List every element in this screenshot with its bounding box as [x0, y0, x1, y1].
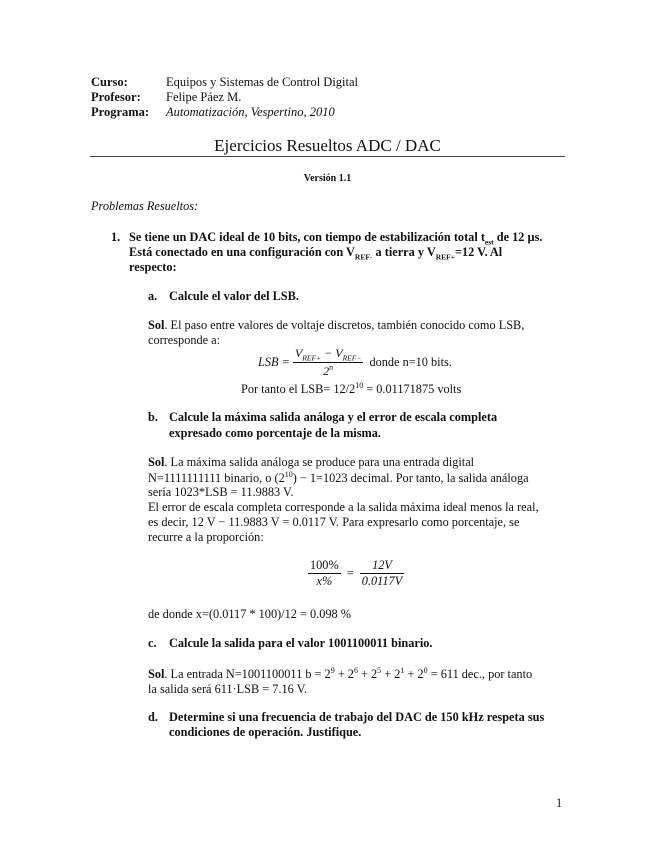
part-b-solution-line1	[148, 455, 474, 470]
course-label: Curso:	[91, 75, 128, 89]
solution-label: Sol	[148, 318, 165, 332]
solution-exponent: 1	[400, 666, 405, 675]
result-exponent: 10	[355, 381, 364, 390]
part-c-label: c.	[148, 636, 157, 650]
part-b-solution-line2	[148, 470, 529, 486]
solution-label: Sol	[148, 455, 165, 469]
proportion-denominator: x%	[316, 574, 333, 588]
solution-text: + 2	[357, 667, 378, 682]
formula-fraction	[293, 346, 363, 379]
section-heading: Problemas Resueltos:	[91, 199, 199, 213]
solution-text: . El paso entre valores de voltaje discretos, también conocido como LSB,	[164, 318, 525, 332]
solution-exponent: 5	[377, 666, 382, 675]
problem-text: a tierra y V	[372, 245, 436, 259]
part-b-question-line1: Calcule la máxima salida análoga y el error de escala completa	[169, 410, 498, 424]
problem-text: Está conectado en una configuración con V	[129, 245, 355, 259]
title-divider	[90, 156, 565, 157]
problem-text: =12 V. Al	[455, 245, 503, 259]
solution-exponent: 0	[423, 666, 428, 675]
lsb-formula	[258, 346, 452, 379]
subscript: REF-	[354, 252, 373, 262]
proportion-numerator: 100%	[310, 558, 339, 572]
lsb-result	[241, 381, 461, 397]
formula-v: V	[335, 346, 343, 360]
solution-exponent: 10	[284, 470, 293, 479]
problem-statement-line3: respecto:	[129, 260, 177, 274]
formula-base: 2	[323, 364, 330, 379]
part-a-solution-line2: corresponde a:	[148, 333, 221, 347]
solution-exponent: 9	[330, 666, 335, 675]
part-d-label: d.	[148, 710, 158, 724]
formula-denominator	[293, 363, 363, 379]
formula-note: donde n=10 bits.	[369, 355, 452, 370]
part-b-solution-line3: sería 1023*LSB = 11.9883 V.	[148, 485, 294, 499]
solution-text: . La máxima salida análoga se produce para una entrada digital	[164, 455, 475, 469]
part-d-question-line1: Determine si una frecuencia de trabajo del DAC de 150 kHz respeta sus	[169, 710, 545, 724]
part-b-solution-line5: es decir, 12 V − 11.9883 V = 0.0117 V. Para expresarlo como porcentaje, se	[148, 515, 520, 529]
subscript: est	[484, 237, 494, 247]
program-label: Programa:	[91, 105, 150, 119]
part-c-solution-line2: la salida será 611·LSB = 7.16 V.	[148, 682, 308, 696]
problem-statement-line1	[129, 230, 542, 246]
proportion-equation	[308, 558, 404, 589]
formula-exponent: n	[329, 363, 334, 373]
problem-statement-line2	[129, 245, 502, 261]
part-c-solution-line1	[148, 666, 532, 682]
part-b-conclusion: de donde x=(0.0117 * 100)/12 = 0.098 %	[148, 607, 351, 621]
solution-label: Sol	[148, 667, 165, 682]
problem-text: Se tiene un DAC ideal de 10 bits, con tiempo de estabilización total t	[129, 230, 485, 244]
problem-number: 1.	[111, 230, 121, 244]
part-c-question: Calcule la salida para el valor 1001100011 binario.	[169, 636, 433, 650]
result-text: Por tanto el LSB= 12/2	[241, 382, 356, 397]
result-text: = 0.01171875 volts	[363, 382, 462, 397]
part-a-question: Calcule el valor del LSB.	[169, 289, 299, 303]
problem-text: de 12 µs.	[493, 230, 543, 244]
part-a-label: a.	[148, 289, 158, 303]
version-label: Versión 1.1	[303, 173, 352, 184]
proportion-denominator: 0.0117V	[361, 574, 403, 588]
professor-value: Felipe Páez M.	[166, 90, 242, 104]
part-a-solution-line1	[148, 318, 524, 333]
part-b-label: b.	[148, 410, 158, 424]
page-number: 1	[556, 796, 563, 810]
proportion-numerator: 12V	[360, 558, 404, 574]
proportion-equals: =	[346, 566, 354, 580]
proportion-right-fraction	[360, 558, 404, 589]
solution-text: N=1111111111 binario, o (2	[148, 471, 285, 486]
part-d-question-line2: condiciones de operación. Justifique.	[169, 725, 362, 739]
solution-text: . La entrada N=1001100011 b = 2	[164, 667, 331, 682]
part-b-solution-line4: El error de escala completa corresponde a la salida máxima ideal menos la real,	[148, 500, 539, 514]
subscript: REF+	[435, 252, 455, 262]
proportion-left-fraction	[308, 558, 341, 589]
solution-text: = 611 dec., por tanto	[427, 667, 533, 682]
solution-exponent: 6	[353, 666, 358, 675]
page-title: Ejercicios Resueltos ADC / DAC	[214, 136, 441, 155]
formula-sub: REF+	[302, 353, 322, 363]
formula-sub: REF−	[342, 353, 362, 363]
formula-lhs: LSB =	[258, 355, 290, 370]
professor-label: Profesor:	[91, 90, 141, 104]
part-b-question-line2: expresado como porcentaje de la misma.	[169, 426, 381, 440]
solution-text: + 2	[404, 667, 424, 682]
program-value: Automatización, Vespertino, 2010	[166, 105, 335, 119]
part-b-solution-line6: recurre a la proporción:	[148, 530, 264, 544]
course-value: Equipos y Sistemas de Control Digital	[166, 75, 359, 89]
formula-numerator	[293, 346, 363, 363]
solution-text: ) − 1=1023 decimal. Por tanto, la salida análoga	[292, 471, 529, 486]
solution-text: + 2	[334, 667, 354, 682]
solution-text: + 2	[381, 667, 401, 682]
formula-op: −	[321, 346, 336, 360]
formula-v: V	[294, 346, 303, 360]
